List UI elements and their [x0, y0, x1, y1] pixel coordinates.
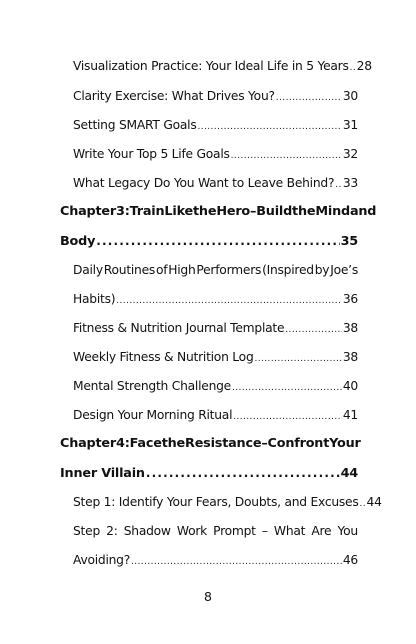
word: High — [168, 263, 196, 277]
word: the — [193, 204, 217, 219]
toc-entry-page: 41 — [342, 408, 358, 422]
leader-dots — [350, 58, 356, 76]
toc-entry-title: Fitness & Nutrition Journal Template — [73, 321, 285, 335]
toc-entry[interactable] — [60, 349, 358, 378]
toc-entry[interactable] — [60, 58, 372, 88]
toc-entry-line2[interactable] — [60, 552, 358, 581]
word: Daily — [73, 263, 103, 277]
word: Mind — [315, 204, 350, 219]
word: Train — [129, 204, 165, 219]
toc-entry[interactable] — [60, 88, 358, 117]
leader-dots — [146, 465, 340, 482]
leader-dots — [96, 233, 339, 250]
leader-dots — [233, 407, 342, 425]
toc-entry-title: Design Your Morning Ritual — [73, 408, 233, 422]
leader-dots — [276, 88, 342, 106]
word: by — [314, 263, 330, 277]
toc-entry-page: 44 — [366, 495, 382, 509]
word: 4: — [116, 436, 130, 451]
leader-dots — [231, 146, 342, 164]
toc-entry-title: Step 1: Identify Your Fears, Doubts, and Excuses — [73, 495, 359, 509]
leader-dots — [255, 349, 342, 367]
toc-entry-page: 30 — [342, 89, 358, 103]
toc-entry-page: 38 — [342, 321, 358, 335]
word: Your — [329, 436, 361, 451]
toc-entry[interactable] — [60, 378, 358, 407]
leader-dots — [360, 494, 366, 512]
word: Performers — [196, 263, 262, 277]
toc-entry-title: Avoiding? — [73, 553, 131, 567]
toc-entry-page: 28 — [356, 59, 372, 73]
chapter-3-heading-line2[interactable] — [60, 233, 358, 262]
chapter-title: Body — [60, 234, 96, 249]
toc-entry-line1[interactable] — [60, 523, 358, 552]
word: You — [337, 524, 358, 538]
word: What — [273, 524, 306, 538]
toc-entry-page: 32 — [342, 147, 358, 161]
chapter-page: 35 — [340, 234, 358, 249]
toc-entry-page: 40 — [342, 379, 358, 393]
word: Step — [73, 524, 100, 538]
toc-entry[interactable] — [60, 146, 358, 175]
leader-dots — [232, 378, 342, 396]
toc-entry-title: Habits) — [73, 292, 116, 306]
word: Face — [129, 436, 162, 451]
toc-entry-title: Setting SMART Goals — [73, 118, 197, 132]
table-of-contents — [60, 58, 382, 581]
word: Chapter — [60, 436, 117, 451]
word: Confront — [267, 436, 330, 451]
page-number: 8 — [204, 589, 212, 604]
leader-dots — [131, 552, 342, 570]
toc-entry[interactable] — [60, 407, 358, 436]
leader-dots — [198, 117, 342, 135]
word: the — [292, 204, 316, 219]
toc-entry-page: 46 — [342, 553, 358, 567]
word: Are — [311, 524, 332, 538]
leader-dots — [116, 291, 342, 309]
word: – — [250, 204, 257, 219]
word: Chapter — [60, 204, 117, 219]
toc-entry[interactable] — [60, 117, 358, 146]
word: Routines — [103, 263, 156, 277]
word: Like — [164, 204, 194, 219]
chapter-4-heading-line1[interactable] — [60, 436, 361, 465]
toc-entry[interactable] — [60, 320, 358, 349]
word: Build — [256, 204, 293, 219]
toc-entry[interactable] — [60, 175, 358, 204]
word: Shadow — [123, 524, 171, 538]
word: – — [261, 436, 268, 451]
toc-entry-title: Weekly Fitness & Nutrition Log — [73, 350, 254, 364]
word: Resistance — [185, 436, 262, 451]
chapter-title: Inner Villain — [60, 466, 145, 481]
word: 2: — [106, 524, 118, 538]
leader-dots — [285, 320, 342, 338]
word: Joe’s — [330, 263, 358, 277]
leader-dots — [335, 175, 342, 193]
word: (Inspired — [262, 263, 314, 277]
word: 3: — [116, 204, 130, 219]
toc-entry-line2[interactable] — [60, 291, 358, 320]
toc-entry-page: 38 — [342, 350, 358, 364]
toc-entry-title: Visualization Practice: Your Ideal Life in 5 Years — [73, 59, 349, 73]
toc-entry-page: 36 — [342, 292, 358, 306]
chapter-3-heading-line1[interactable] — [60, 204, 377, 233]
toc-entry-line1[interactable] — [60, 262, 358, 291]
toc-entry[interactable] — [60, 494, 382, 523]
toc-entry-title: Write Your Top 5 Life Goals — [73, 147, 230, 161]
toc-entry-title: What Legacy Do You Want to Leave Behind? — [73, 176, 335, 190]
chapter-4-heading-line2[interactable] — [60, 465, 358, 494]
word: Hero — [216, 204, 251, 219]
word: Work — [176, 524, 208, 538]
toc-entry-title: Mental Strength Challenge — [73, 379, 231, 393]
word: – — [261, 524, 268, 538]
word: Prompt — [213, 524, 256, 538]
word: and — [349, 204, 377, 219]
chapter-page: 44 — [340, 466, 358, 481]
word: of — [155, 263, 168, 277]
toc-entry-page: 33 — [342, 176, 358, 190]
word: the — [161, 436, 186, 451]
toc-entry-page: 31 — [342, 118, 358, 132]
toc-entry-title: Clarity Exercise: What Drives You? — [73, 89, 275, 103]
